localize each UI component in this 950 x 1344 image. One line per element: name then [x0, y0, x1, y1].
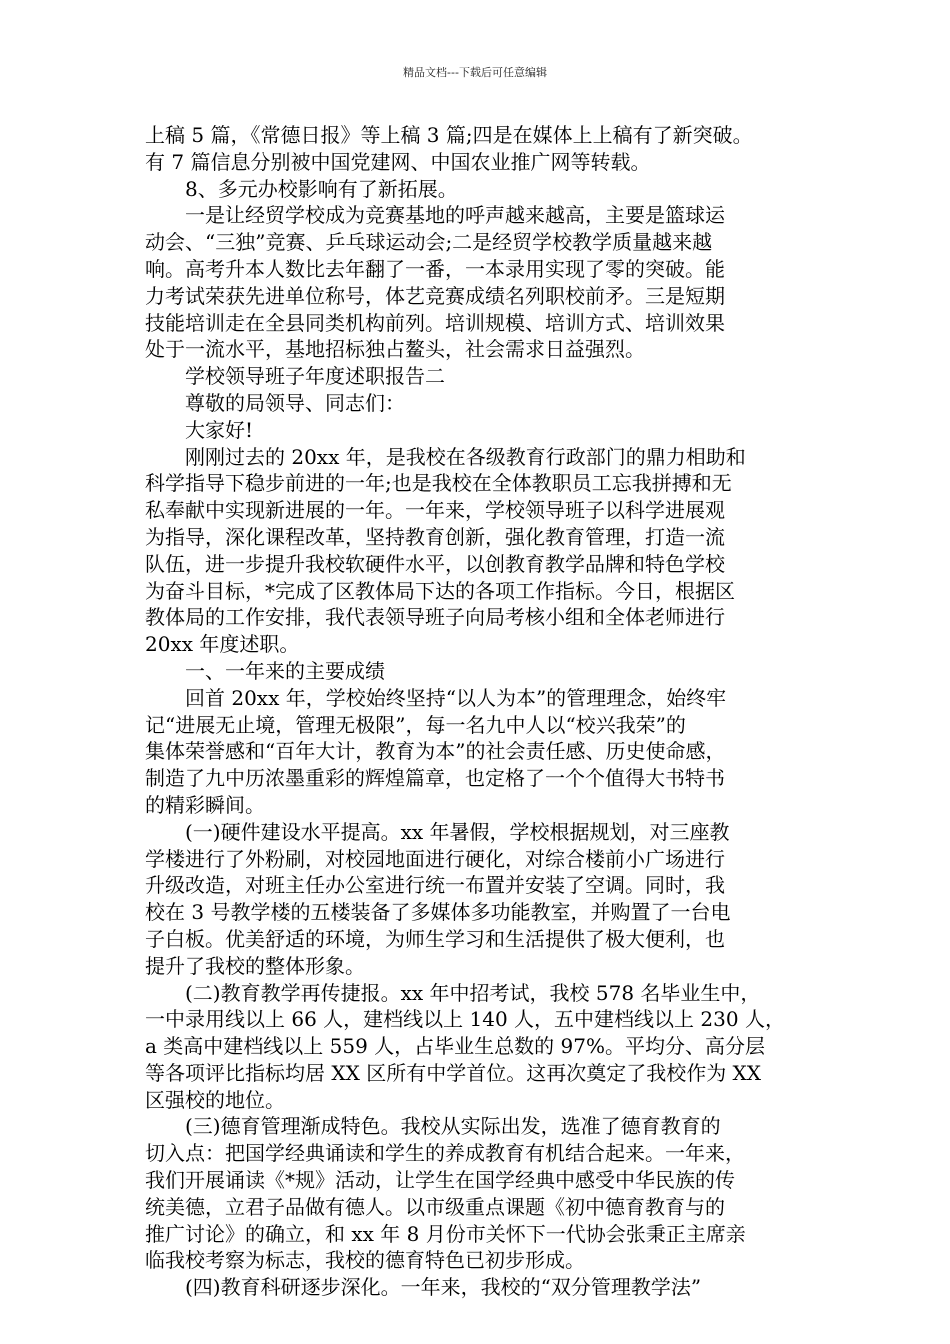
- text-line: 提升了我校的整体形象。: [145, 953, 365, 978]
- text-line: 的精彩瞬间。: [145, 792, 265, 817]
- text-line: 一中录用线以上 66 人，建档线以上 140 人，五中建档线以上 230 人，: [145, 1007, 785, 1032]
- text-line: 20xx 年度述职。: [145, 632, 300, 657]
- text-line: 回首 20xx 年，学校始终坚持“以人为本”的管理理念，始终牢: [185, 685, 727, 710]
- text-line: 尊敬的局领导、同志们：: [185, 390, 405, 415]
- text-line: 升级改造，对班主任办公室进行统一布置并安装了空调。同时，我: [145, 873, 725, 898]
- text-line: 统美德，立君子品做有德人。以市级重点课题《初中德育教育与的: [145, 1194, 725, 1219]
- text-line: 为指导，深化课程改革，坚持教育创新，强化教育管理，打造一流: [145, 524, 725, 549]
- text-line: 我们开展诵读《*规》活动，让学生在国学经典中感受中华民族的传: [145, 1168, 735, 1193]
- text-line: 有 7 篇信息分别被中国党建网、中国农业推广网等转载。: [145, 149, 651, 174]
- text-line: 临我校考察为标志，我校的德育特色已初步形成。: [145, 1248, 585, 1273]
- text-line: 切入点：把国学经典诵读和学生的养成教育有机结合起来。一年来，: [145, 1141, 745, 1166]
- text-line: (四)教育科研逐步深化。一年来，我校的“双分管理教学法”: [185, 1275, 702, 1300]
- text-line: 校在 3 号教学楼的五楼装备了多媒体多功能教室，并购置了一台电: [145, 900, 731, 925]
- text-line: 8、多元办校影响有了新拓展。: [185, 176, 458, 201]
- text-line: 推广讨论》的确立，和 xx 年 8 月份市关怀下一代协会张秉正主席亲: [145, 1221, 746, 1246]
- text-line: 响。高考升本人数比去年翻了一番，一本录用实现了零的突破。能: [145, 256, 725, 281]
- text-line: 为奋斗目标，*完成了区教体局下达的各项工作指标。今日，根据区: [145, 578, 735, 603]
- text-line: 区强校的地位。: [145, 1087, 285, 1112]
- text-line: 动会、“三独”竞赛、乒乓球运动会;二是经贸学校教学质量越来越: [145, 230, 713, 255]
- text-line: 私奉献中实现新进展的一年。一年来，学校领导班子以科学进展观: [145, 498, 725, 523]
- text-line: 学校领导班子年度述职报告二: [185, 364, 445, 389]
- text-line: 处于一流水平，基地招标独占鳌头，社会需求日益强烈。: [145, 337, 645, 362]
- text-line: 制造了九中历浓墨重彩的辉煌篇章，也定格了一个个值得大书特书: [145, 766, 725, 791]
- text-line: 教体局的工作安排，我代表领导班子向局考核小组和全体老师进行: [145, 605, 725, 630]
- text-line: (一)硬件建设水平提高。xx 年暑假，学校根据规划，对三座教: [185, 819, 730, 844]
- document-body: [145, 122, 815, 1301]
- text-line: 刚刚过去的 20xx 年，是我校在各级教育行政部门的鼎力相助和: [185, 444, 746, 469]
- text-line: 技能培训走在全县同类机构前列。培训规模、培训方式、培训效果: [145, 310, 725, 335]
- text-line: a 类高中建档线以上 559 人，占毕业生总数的 97%。平均分、高分层: [145, 1034, 765, 1059]
- text-line: 力考试荣获先进单位称号，体艺竞赛成绩名列职校前矛。三是短期: [145, 283, 725, 308]
- text-line: 上稿 5 篇，《常德日报》等上稿 3 篇;四是在媒体上上稿有了新突破。: [145, 123, 753, 147]
- text-line: 一是让经贸学校成为竞赛基地的呼声越来越高，主要是篮球运: [185, 203, 725, 228]
- page-header: 精品文档---下载后可任意编辑: [403, 66, 547, 79]
- text-line: 队伍，进一步提升我校软硬件水平，以创教育教学品牌和特色学校: [145, 551, 725, 576]
- text-line: 大家好!: [185, 417, 254, 442]
- text-line: 等各项评比指标均居 XX 区所有中学首位。这再次奠定了我校作为 XX: [145, 1060, 762, 1085]
- text-line: 科学指导下稳步前进的一年;也是我校在全体教职员工忘我拼搏和无: [145, 471, 732, 496]
- text-line: 记“进展无止境，管理无极限”，每一名九中人以“校兴我荣”的: [145, 712, 686, 737]
- text-line: 一、一年来的主要成绩: [185, 658, 385, 683]
- text-line: 集体荣誉感和“百年大计，教育为本”的社会责任感、历史使命感，: [145, 739, 726, 764]
- text-line: 子白板。优美舒适的环境，为师生学习和生活提供了极大便利，也: [145, 926, 725, 951]
- text-line: 学楼进行了外粉刷，对校园地面进行硬化，对综合楼前小广场进行: [145, 846, 725, 871]
- text-line: (三)德育管理渐成特色。我校从实际出发，选准了德育教育的: [185, 1114, 721, 1139]
- text-line: (二)教育教学再传捷报。xx 年中招考试，我校 578 名毕业生中，: [185, 980, 761, 1005]
